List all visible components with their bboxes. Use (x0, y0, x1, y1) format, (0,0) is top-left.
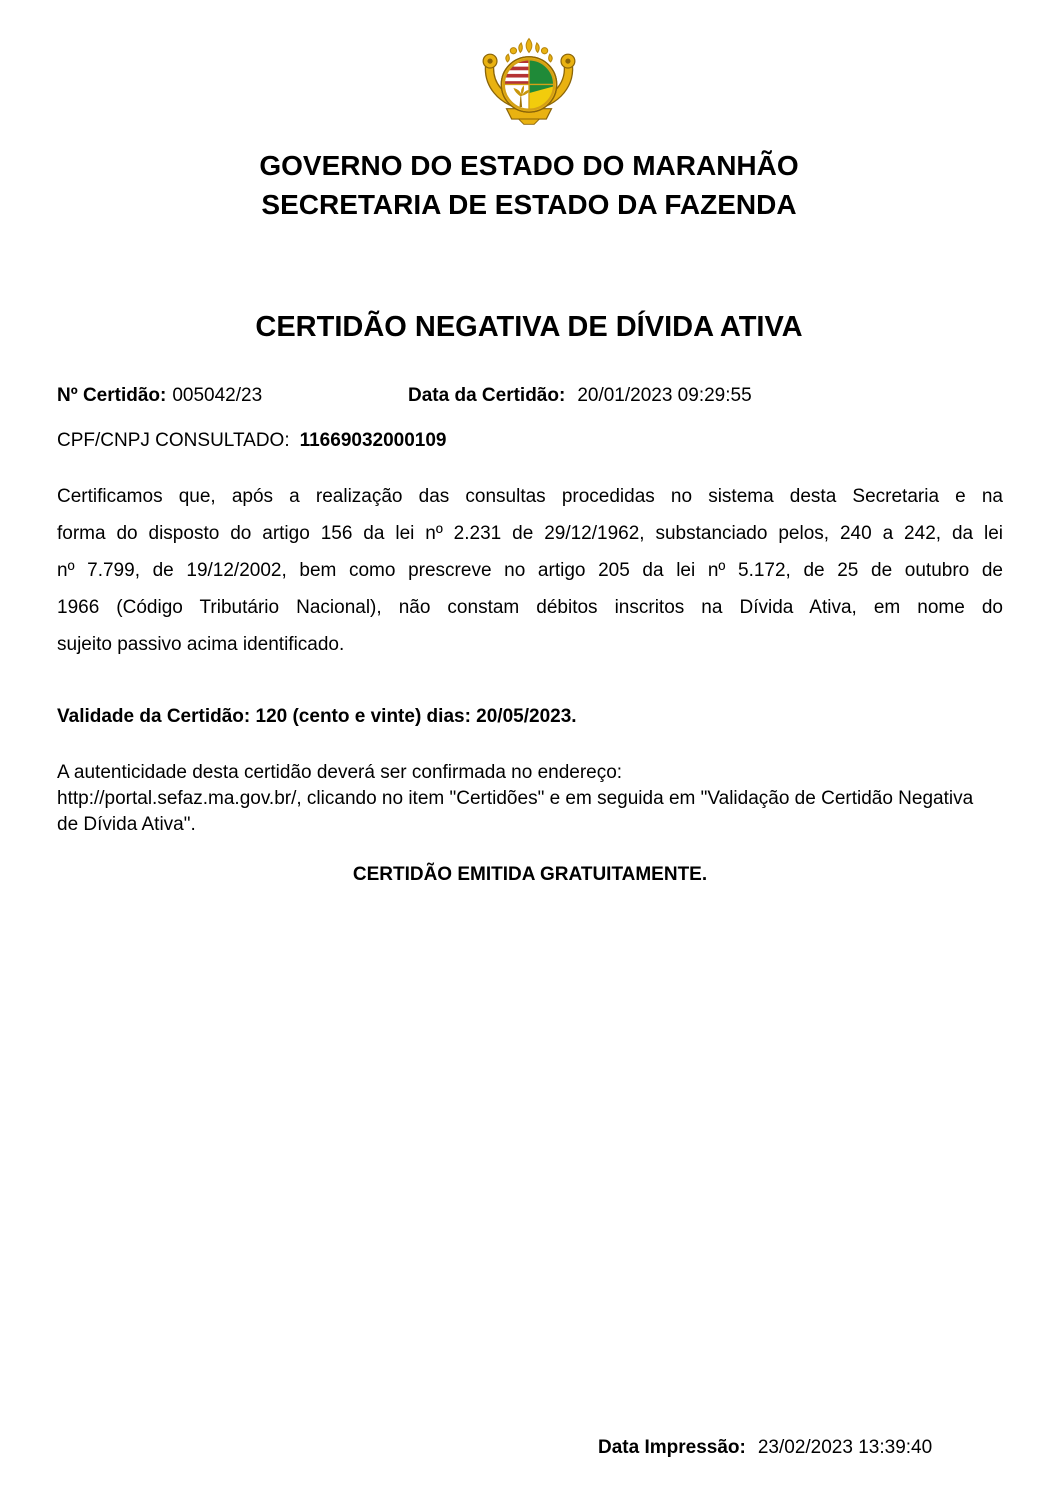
paragraph-line: Certificamos que, após a realização das consultas procedidas no sistema desta Secretaria e na (57, 486, 1003, 507)
paragraph-line: 1966 (Código Tributário Nacional), não constam débitos inscritos na Dívida Ativa, em nome do (57, 597, 1003, 618)
certificate-number-label: Nº Certidão: (57, 385, 167, 406)
cpf-cnpj-row (57, 429, 1003, 452)
paragraph-line: nº 7.799, de 19/12/2002, bem como prescreve no artigo 205 da lei nº 5.172, de 25 de outubro de (57, 560, 1003, 581)
coat-of-arms-container (0, 0, 1058, 126)
authenticity-line: http://portal.sefaz.ma.gov.br/, clicando no item "Certidões" e em seguida em "Validação de Certidão Negativa (57, 788, 974, 809)
certification-paragraph (57, 478, 1003, 663)
free-issuance-notice: CERTIDÃO EMITIDA GRATUITAMENTE. (352, 864, 708, 885)
cpf-cnpj-value: 11669032000109 (299, 430, 447, 451)
paragraph-line: sujeito passivo acima identificado. (57, 634, 345, 655)
print-date-value: 23/02/2023 13:39:40 (757, 1437, 933, 1458)
org-header (0, 146, 1058, 224)
print-date-footer (598, 1436, 932, 1460)
certificate-meta-row (57, 384, 1003, 407)
certificate-date-label: Data da Certidão: (408, 385, 566, 406)
document-title: CERTIDÃO NEGATIVA DE DÍVIDA ATIVA (255, 311, 803, 343)
certificate-date-value: 20/01/2023 09:29:55 (577, 385, 752, 406)
authenticity-line: de Dívida Ativa". (57, 814, 196, 835)
maranhao-coat-of-arms-icon (477, 36, 581, 126)
authenticity-line: A autenticidade desta certidão deverá ser confirmada no endereço: (57, 762, 623, 783)
certificate-number-value: 005042/23 (172, 385, 263, 406)
paragraph-line: forma do disposto do artigo 156 da lei nº 2.231 de 29/12/1962, substanciado pelos, 240 a 242, da lei (57, 523, 1003, 544)
validity-statement: Validade da Certidão: 120 (cento e vinte) dias: 20/05/2023. (57, 706, 577, 727)
org-name-line1: GOVERNO DO ESTADO DO MARANHÃO (259, 150, 799, 181)
certificate-date-group (408, 384, 752, 407)
cpf-cnpj-label: CPF/CNPJ CONSULTADO: (57, 430, 290, 451)
authenticity-note (57, 760, 1003, 838)
print-date-label: Data Impressão: (598, 1437, 746, 1458)
org-name-line2: SECRETARIA DE ESTADO DA FAZENDA (261, 189, 797, 220)
document-body (0, 384, 1058, 887)
